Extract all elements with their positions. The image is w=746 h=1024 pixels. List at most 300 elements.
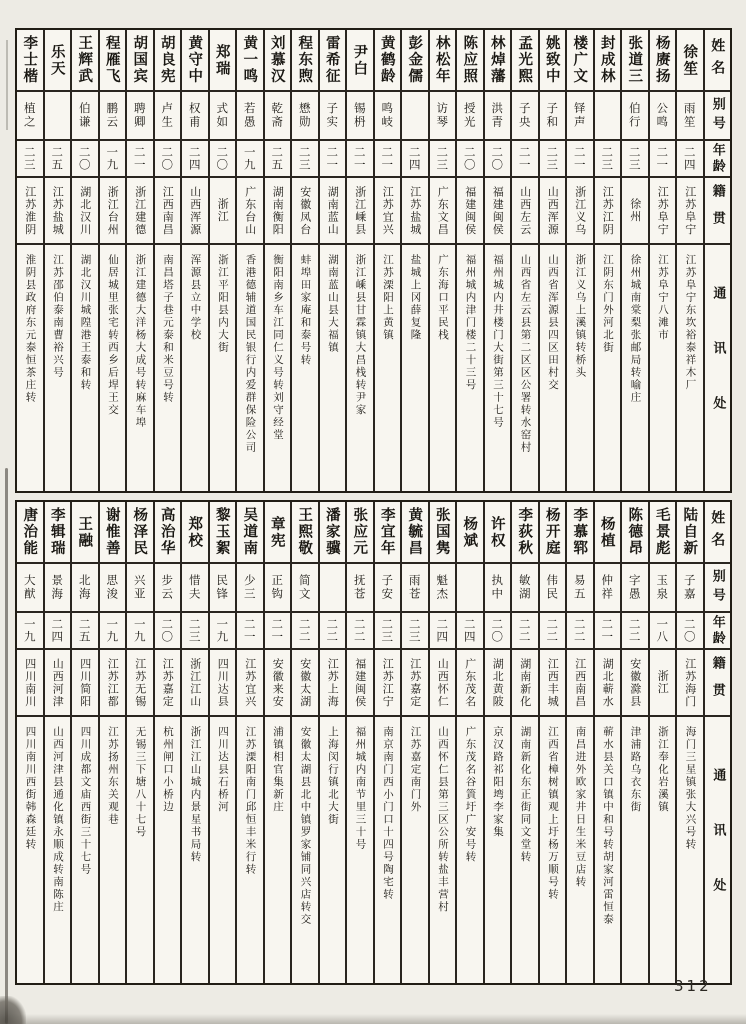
person-address: 湖南蓝山县大福镇 — [327, 254, 340, 354]
person-alias: 子嘉 — [677, 564, 703, 613]
person-alias: 式如 — [210, 92, 236, 141]
person-column — [510, 502, 538, 983]
person-native-place: 山西左云 — [512, 178, 538, 245]
person-native-place: 浙江 — [210, 178, 236, 245]
person-column — [125, 30, 153, 491]
person-column — [98, 30, 126, 491]
person-alias: 鹏云 — [100, 92, 126, 141]
person-native-place: 江苏宜兴 — [375, 178, 401, 245]
person-column — [180, 502, 208, 983]
person-alias: 聘卿 — [127, 92, 153, 141]
person-address: 浑源县立中学校 — [189, 254, 202, 342]
person-column — [43, 502, 71, 983]
person-address: 南京南门西小门口十四号陶宅转 — [382, 726, 395, 901]
person-column — [428, 502, 456, 983]
person-age: 二一 — [512, 141, 538, 178]
person-alias: 植之 — [17, 92, 43, 141]
person-name: 李辑瑞 — [45, 502, 71, 564]
person-alias: 伯谦 — [72, 92, 98, 141]
person-alias — [45, 92, 71, 141]
person-alias: 子安 — [375, 564, 401, 613]
person-name: 毛景彪 — [650, 502, 676, 564]
person-age: 二三 — [430, 141, 456, 178]
person-name: 胡良宪 — [155, 30, 181, 92]
person-name: 黎玉絮 — [210, 502, 236, 564]
person-address: 江西省樟树镇观上圩杨万顺号转 — [547, 726, 560, 901]
person-address: 江苏阜宁八滩市 — [657, 254, 670, 342]
person-alias: 抚苍 — [347, 564, 373, 613]
person-name: 王熙敬 — [292, 502, 318, 564]
person-column — [455, 502, 483, 983]
person-address: 山西怀仁县第三区公所转盐丰营村 — [437, 726, 450, 914]
person-name: 刘慕汉 — [265, 30, 291, 92]
person-name: 彭金儒 — [402, 30, 428, 92]
person-native-place: 福建闽侯 — [457, 178, 483, 245]
person-address: 浙江义乌上溪镇转桥头 — [574, 254, 587, 379]
person-address: 广东茂名谷篢圩广安号转 — [464, 726, 477, 864]
person-name: 陆自新 — [677, 502, 703, 564]
person-address: 福州城内津门楼二十三号 — [464, 254, 477, 392]
scan-artifact-left-edge — [5, 468, 8, 1024]
person-native-place: 浙江嵊县 — [347, 178, 373, 245]
person-address: 山西河津县通化镇永顺成转南陈庄 — [52, 726, 65, 914]
person-name: 张道三 — [622, 30, 648, 92]
person-address: 山西省左云县第二区区公署转水窑村 — [519, 254, 532, 454]
person-age: 二〇 — [72, 141, 98, 178]
person-name: 乐天 — [45, 30, 71, 92]
person-native-place: 江苏嘉定 — [402, 650, 428, 717]
person-native-place: 广东台山 — [237, 178, 263, 245]
person-address: 江苏嘉定南门外 — [409, 726, 422, 814]
person-age: 二〇 — [210, 141, 236, 178]
person-age: 一九 — [100, 141, 126, 178]
person-column — [565, 30, 593, 491]
person-column — [593, 30, 621, 491]
person-address: 蕲水县关口镇中和号转胡家河雷恒泰 — [602, 726, 615, 926]
scan-artifact-top-left — [6, 40, 8, 130]
person-age: 二〇 — [485, 613, 511, 650]
person-age: 一九 — [127, 613, 153, 650]
person-column — [208, 502, 236, 983]
person-address: 四川达县石桥河 — [217, 726, 230, 814]
person-address: 衡阳南乡车江同仁义号转刘守经堂 — [272, 254, 285, 442]
person-name: 姚致中 — [540, 30, 566, 92]
person-age: 二一 — [650, 141, 676, 178]
person-address: 南昌进外欧家井日生米豆店转 — [574, 726, 587, 889]
person-age: 二一 — [347, 141, 373, 178]
person-native-place: 江苏海门 — [677, 650, 703, 717]
person-age: 二二 — [347, 613, 373, 650]
person-name: 潘家骥 — [320, 502, 346, 564]
person-native-place: 安徽太湖 — [292, 650, 318, 717]
person-name: 楼广文 — [567, 30, 593, 92]
person-column — [153, 502, 181, 983]
person-column — [538, 502, 566, 983]
person-address: 山西省浑源县四区田村交 — [547, 254, 560, 392]
person-native-place: 安徽滁县 — [622, 650, 648, 717]
person-alias — [457, 564, 483, 613]
person-column — [235, 30, 263, 491]
person-age: 一九 — [210, 613, 236, 650]
person-column — [290, 30, 318, 491]
person-name: 黄一鸣 — [237, 30, 263, 92]
person-address: 江苏扬州东关观巷 — [107, 726, 120, 826]
person-column — [620, 30, 648, 491]
person-column — [648, 502, 676, 983]
person-native-place: 江苏上海 — [320, 650, 346, 717]
person-age: 二四 — [457, 613, 483, 650]
person-age: 二〇 — [485, 141, 511, 178]
person-alias: 公鸣 — [650, 92, 676, 141]
person-name: 杨赓扬 — [650, 30, 676, 92]
person-column — [70, 30, 98, 491]
person-age: 二一 — [127, 141, 153, 178]
person-age: 二〇 — [677, 613, 703, 650]
person-alias: 兴亚 — [127, 564, 153, 613]
person-native-place: 四川达县 — [210, 650, 236, 717]
header-column — [703, 30, 731, 491]
person-age: 二二 — [320, 613, 346, 650]
header-column — [703, 502, 731, 983]
person-native-place: 江苏嘉定 — [155, 650, 181, 717]
person-age: 二五 — [72, 613, 98, 650]
person-alias: 锡枬 — [347, 92, 373, 141]
person-alias: 伯行 — [622, 92, 648, 141]
person-native-place: 湖北黄陂 — [485, 650, 511, 717]
person-alias: 正钩 — [265, 564, 291, 613]
person-alias: 大猷 — [17, 564, 43, 613]
person-alias: 易五 — [567, 564, 593, 613]
person-age: 一九 — [237, 141, 263, 178]
person-native-place: 江苏阜宁 — [650, 178, 676, 245]
person-native-place: 湖北汉川 — [72, 178, 98, 245]
person-column — [428, 30, 456, 491]
person-native-place: 江苏阜宁 — [677, 178, 703, 245]
person-name: 李宜年 — [375, 502, 401, 564]
person-native-place: 江苏宜兴 — [237, 650, 263, 717]
person-column — [483, 30, 511, 491]
person-address: 淮阴县政府东元泰恒茶庄转 — [24, 254, 37, 404]
person-age: 二二 — [540, 613, 566, 650]
person-name: 李士楷 — [17, 30, 43, 92]
person-column — [318, 502, 346, 983]
person-column — [455, 30, 483, 491]
person-name: 雷希征 — [320, 30, 346, 92]
person-address: 浙江江山城内景星书局转 — [189, 726, 202, 864]
person-address: 福州城内南节里三十号 — [354, 726, 367, 851]
person-age: 二一 — [237, 613, 263, 650]
person-alias: 子和 — [540, 92, 566, 141]
person-alias: 惜夫 — [182, 564, 208, 613]
person-alias: 少三 — [237, 564, 263, 613]
person-native-place: 浙江江山 — [182, 650, 208, 717]
person-column — [318, 30, 346, 491]
person-age: 二二 — [567, 613, 593, 650]
person-column — [17, 502, 43, 983]
person-address: 海门三星镇张大兴号转 — [684, 726, 697, 851]
person-native-place: 广东文昌 — [430, 178, 456, 245]
person-native-place: 江西南昌 — [567, 650, 593, 717]
header-address-label: 通讯处 — [710, 767, 726, 933]
person-column — [180, 30, 208, 491]
person-native-place: 江苏盐城 — [45, 178, 71, 245]
person-alias: 北海 — [72, 564, 98, 613]
person-address: 浙江建德大洋杨大成号转麻车埠 — [134, 254, 147, 429]
person-column — [620, 502, 648, 983]
person-column — [153, 30, 181, 491]
person-alias: 步云 — [155, 564, 181, 613]
person-column — [17, 30, 43, 491]
person-name: 杨泽民 — [127, 502, 153, 564]
person-alias: 民锋 — [210, 564, 236, 613]
person-native-place: 江苏无锡 — [127, 650, 153, 717]
person-age: 二三 — [292, 141, 318, 178]
person-age: 二三 — [375, 613, 401, 650]
person-age: 二四 — [182, 141, 208, 178]
person-native-place: 江苏盐城 — [402, 178, 428, 245]
person-age: 二一 — [567, 141, 593, 178]
person-column — [675, 30, 703, 491]
person-column — [675, 502, 703, 983]
person-alias: 雨苍 — [402, 564, 428, 613]
person-name: 杨斌 — [457, 502, 483, 564]
person-native-place: 山西浑源 — [540, 178, 566, 245]
person-native-place: 浙江 — [650, 650, 676, 717]
person-address: 浙江奉化岩溪镇 — [657, 726, 670, 814]
person-name: 黄守中 — [182, 30, 208, 92]
person-column — [400, 502, 428, 983]
scan-artifact-bottom-shade — [0, 1014, 746, 1024]
directory-table-top — [15, 28, 732, 493]
person-name: 林松年 — [430, 30, 456, 92]
person-column — [290, 502, 318, 983]
person-native-place: 江苏淮阴 — [17, 178, 43, 245]
person-native-place: 徐州 — [622, 178, 648, 245]
person-address: 四川成都文庙西街三十七号 — [79, 726, 92, 876]
person-alias: 乾斋 — [265, 92, 291, 141]
person-alias: 魁杰 — [430, 564, 456, 613]
person-column — [208, 30, 236, 491]
person-native-place: 湖南新化 — [512, 650, 538, 717]
person-column — [483, 502, 511, 983]
person-alias: 景海 — [45, 564, 71, 613]
person-address: 京汉路祁阳塆李家集 — [492, 726, 505, 839]
person-native-place: 浙江义乌 — [567, 178, 593, 245]
person-name: 王融 — [72, 502, 98, 564]
person-native-place: 江西南昌 — [155, 178, 181, 245]
header-address-label: 通讯处 — [710, 285, 726, 451]
person-column — [263, 502, 291, 983]
person-name: 封成林 — [595, 30, 621, 92]
person-address: 湖南新化东正街同文堂转 — [519, 726, 532, 864]
person-alias: 授光 — [457, 92, 483, 141]
person-age: 二一 — [375, 141, 401, 178]
person-alias: 鸣岐 — [375, 92, 401, 141]
person-address: 无锡三下塘八十七号 — [134, 726, 147, 839]
person-age: 二三 — [595, 141, 621, 178]
person-column — [70, 502, 98, 983]
person-age: 二三 — [182, 613, 208, 650]
person-native-place: 江苏江都 — [100, 650, 126, 717]
person-native-place: 浙江建德 — [127, 178, 153, 245]
person-age: 二二 — [292, 613, 318, 650]
person-age: 二五 — [265, 141, 291, 178]
person-age: 二四 — [430, 613, 456, 650]
person-age: 二一 — [595, 613, 621, 650]
person-age: 二五 — [45, 141, 71, 178]
person-address: 江苏溧阳上黄镇 — [382, 254, 395, 342]
person-alias: 子实 — [320, 92, 346, 141]
person-age: 二二 — [622, 613, 648, 650]
person-address: 浦镇相官集新庄 — [272, 726, 285, 814]
person-address: 安徽太湖县北中镇罗家铺同兴店转交 — [299, 726, 312, 926]
person-alias: 子央 — [512, 92, 538, 141]
person-address: 四川南川西街韩森廷转 — [24, 726, 37, 851]
person-age: 一九 — [100, 613, 126, 650]
person-name: 李荻秋 — [512, 502, 538, 564]
person-name: 陈应照 — [457, 30, 483, 92]
person-address: 福州城内井楼门大街第三十七号 — [492, 254, 505, 429]
person-age: 二四 — [402, 141, 428, 178]
person-native-place: 湖南蓝山 — [320, 178, 346, 245]
person-alias: 若愚 — [237, 92, 263, 141]
person-native-place: 湖北蕲水 — [595, 650, 621, 717]
person-native-place: 四川简阳 — [72, 650, 98, 717]
person-name: 唐治能 — [17, 502, 43, 564]
person-address: 杭州闸口小桥边 — [162, 726, 175, 814]
person-column — [400, 30, 428, 491]
person-native-place: 山西浑源 — [182, 178, 208, 245]
person-column — [345, 30, 373, 491]
person-name: 陈德昂 — [622, 502, 648, 564]
person-column — [345, 502, 373, 983]
person-column — [43, 30, 71, 491]
person-alias: 洪青 — [485, 92, 511, 141]
person-name: 尹白 — [347, 30, 373, 92]
person-name: 胡国宾 — [127, 30, 153, 92]
person-native-place: 山西河津 — [45, 650, 71, 717]
person-name: 杨植 — [595, 502, 621, 564]
person-age: 一九 — [17, 613, 43, 650]
person-address: 广东海口平民栈 — [437, 254, 450, 342]
person-column — [373, 502, 401, 983]
person-native-place: 广东茂名 — [457, 650, 483, 717]
person-column — [235, 502, 263, 983]
person-name: 吴道南 — [237, 502, 263, 564]
person-alias: 简文 — [292, 564, 318, 613]
person-column — [263, 30, 291, 491]
person-address: 仙居城里张宅转西乡后垾王交 — [107, 254, 120, 417]
person-address: 浙江嵊县甘霖镇大昌栈转尹家 — [354, 254, 367, 417]
person-name: 张应元 — [347, 502, 373, 564]
person-alias: 权甫 — [182, 92, 208, 141]
header-name-label: 姓名 — [705, 30, 731, 92]
header-native-label: 籍贯 — [705, 178, 731, 245]
person-native-place: 江苏江宁 — [375, 650, 401, 717]
person-column — [98, 502, 126, 983]
person-address: 上海闵行镇北大街 — [327, 726, 340, 826]
header-alias-label: 别号 — [705, 92, 731, 141]
person-age: 二〇 — [155, 613, 181, 650]
person-name: 郑瑞 — [210, 30, 236, 92]
person-age: 二三 — [17, 141, 43, 178]
person-name: 李慕郓 — [567, 502, 593, 564]
person-alias: 卢生 — [155, 92, 181, 141]
person-age: 二三 — [540, 141, 566, 178]
person-name: 林焯藩 — [485, 30, 511, 92]
person-name: 程雁飞 — [100, 30, 126, 92]
person-age: 一八 — [650, 613, 676, 650]
person-address: 浙江平阳县内大街 — [217, 254, 230, 354]
person-native-place: 浙江台州 — [100, 178, 126, 245]
person-address: 徐州城南棠梨张邮局转喻庄 — [629, 254, 642, 404]
header-age-label: 年龄 — [705, 613, 731, 650]
person-name: 孟光熙 — [512, 30, 538, 92]
person-alias: 字愚 — [622, 564, 648, 613]
person-age: 二一 — [265, 613, 291, 650]
person-address: 江苏溧阳南门邱恒丰米行转 — [244, 726, 257, 876]
person-column — [593, 502, 621, 983]
person-column — [373, 30, 401, 491]
person-native-place: 湖南衡阳 — [265, 178, 291, 245]
person-name: 高治华 — [155, 502, 181, 564]
person-age: 二三 — [402, 613, 428, 650]
person-alias: 思浚 — [100, 564, 126, 613]
person-address: 湖北汉川城隍港王泰和转 — [79, 254, 92, 392]
person-address: 江苏阜宁东坎裕泰祥木厂 — [684, 254, 697, 392]
person-alias — [320, 564, 346, 613]
person-alias: 玉泉 — [650, 564, 676, 613]
person-native-place: 四川南川 — [17, 650, 43, 717]
person-age: 二三 — [622, 141, 648, 178]
person-name: 郑校 — [182, 502, 208, 564]
person-name: 程东煦 — [292, 30, 318, 92]
person-alias — [402, 92, 428, 141]
header-age-label: 年龄 — [705, 141, 731, 178]
person-alias: 敏湖 — [512, 564, 538, 613]
person-name: 谢惟善 — [100, 502, 126, 564]
person-native-place: 福建闽侯 — [347, 650, 373, 717]
person-native-place: 福建闽侯 — [485, 178, 511, 245]
person-name: 张国隽 — [430, 502, 456, 564]
person-column — [125, 502, 153, 983]
person-alias: 伟民 — [540, 564, 566, 613]
person-name: 王辉武 — [72, 30, 98, 92]
person-address: 江苏邵伯泰南曹裕兴号 — [52, 254, 65, 379]
person-age: 二〇 — [457, 141, 483, 178]
person-age: 二二 — [512, 613, 538, 650]
person-native-place: 安徽凤台 — [292, 178, 318, 245]
person-alias: 仲祥 — [595, 564, 621, 613]
person-name: 黄毓昌 — [402, 502, 428, 564]
person-alias — [595, 92, 621, 141]
person-column — [565, 502, 593, 983]
person-alias: 铎声 — [567, 92, 593, 141]
header-name-label: 姓名 — [705, 502, 731, 564]
person-name: 徐笙 — [677, 30, 703, 92]
person-name: 许权 — [485, 502, 511, 564]
person-address: 香港德辅道国民银行内爱群保险公司 — [244, 254, 257, 454]
person-column — [510, 30, 538, 491]
person-age: 二〇 — [155, 141, 181, 178]
person-address: 蚌埠田家庵和泰号转 — [299, 254, 312, 367]
person-name: 杨开庭 — [540, 502, 566, 564]
person-address: 津浦路乌衣东街 — [629, 726, 642, 814]
person-age: 二四 — [45, 613, 71, 650]
directory-table-bottom — [15, 500, 732, 985]
person-native-place: 江苏江阴 — [595, 178, 621, 245]
person-native-place: 江西丰城 — [540, 650, 566, 717]
